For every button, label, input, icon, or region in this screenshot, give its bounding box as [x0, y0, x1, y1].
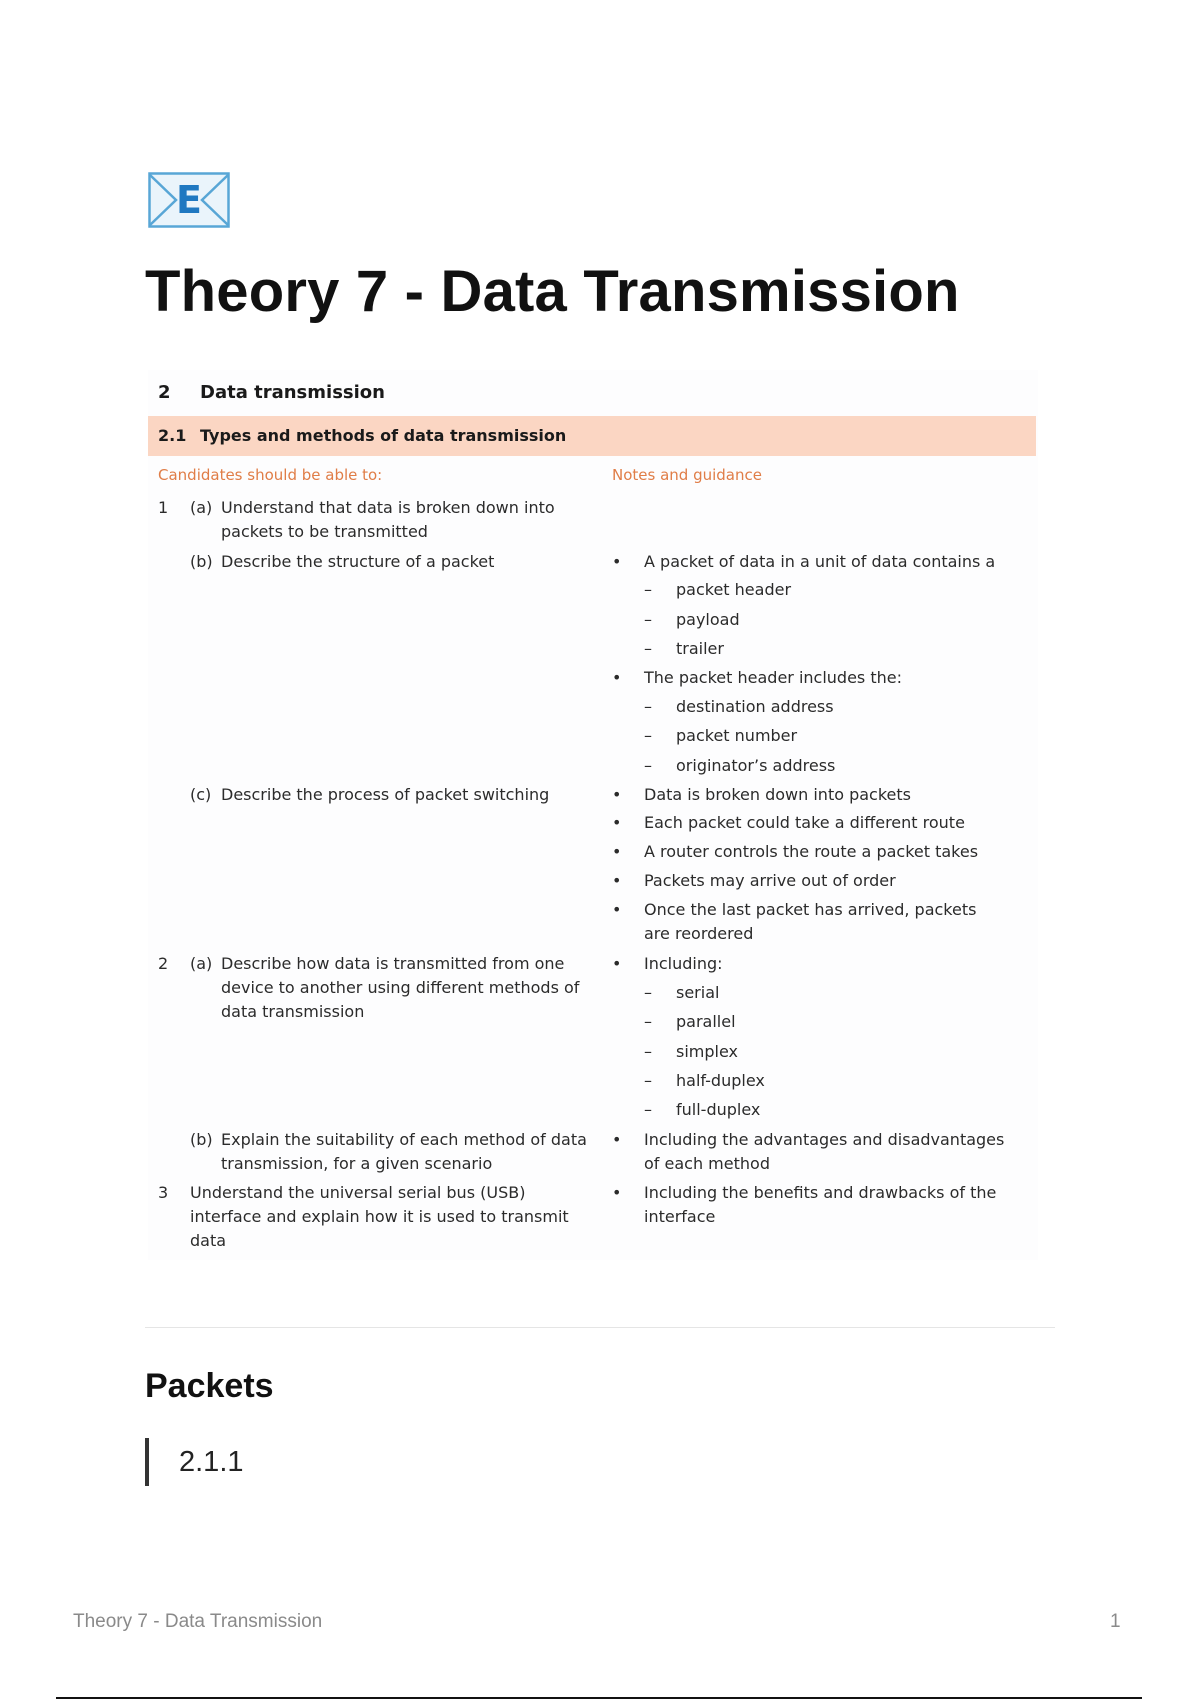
callout-quote: 2.1.1	[145, 1438, 244, 1486]
note-subitem: – half-duplex	[676, 1069, 1056, 1093]
note-subitem: – serial	[676, 981, 1056, 1005]
objective-letter: (a)	[190, 498, 213, 517]
column-heading-right: Notes and guidance	[612, 466, 762, 484]
page-number: 1	[1110, 1611, 1121, 1632]
note-bullet: • Including the benefits and drawbacks of the interface	[644, 1181, 1004, 1229]
note-subitem: – packet number	[676, 724, 1056, 748]
objective-letter: (c)	[190, 785, 212, 804]
objective-number: 1	[158, 498, 169, 517]
objective-text: Describe the process of packet switching	[221, 785, 550, 804]
envelope-e-icon	[148, 172, 230, 228]
objective-text: Understand that data is broken down into packets to be transmitted	[221, 498, 555, 541]
objective-number: 2	[158, 954, 169, 973]
section-number: 2	[158, 382, 171, 403]
objective-1b	[148, 550, 608, 576]
objective-text: Explain the suitability of each method of data transmission, for a given scenario	[221, 1130, 587, 1173]
section-heading: Packets	[145, 1367, 274, 1405]
note-subitem: – full-duplex	[676, 1098, 1056, 1122]
objective-1a	[148, 496, 608, 546]
objective-letter: (b)	[190, 552, 213, 571]
subsection-bar	[148, 416, 1036, 456]
logo-letter: E	[176, 178, 202, 222]
note-subitem: – trailer	[676, 637, 1056, 661]
note-subitem: – destination address	[676, 695, 1056, 719]
note-subitem: – simplex	[676, 1040, 1056, 1064]
objective-letter: (a)	[190, 954, 213, 973]
objective-text: Describe the structure of a packet	[221, 552, 495, 571]
subsection-number: 2.1	[158, 426, 187, 445]
footer-title: Theory 7 - Data Transmission	[73, 1611, 323, 1632]
note-bullet: • A router controls the route a packet takes	[644, 840, 1024, 864]
objective-1c	[148, 783, 608, 809]
objective-text: Describe how data is transmitted from one device to another using different methods of data transmission	[221, 954, 580, 1021]
footer-rule	[56, 1697, 1142, 1699]
subsection-heading	[158, 426, 566, 445]
note-subitem: – parallel	[676, 1010, 1056, 1034]
syllabus-section-heading	[158, 382, 385, 403]
note-bullet: • The packet header includes the:	[644, 666, 1024, 690]
column-heading-left: Candidates should be able to:	[158, 466, 383, 484]
page-title: Theory 7 - Data Transmission	[145, 259, 960, 324]
note-bullet: • Packets may arrive out of order	[644, 869, 1024, 893]
syllabus-excerpt	[148, 370, 1038, 1260]
section-divider	[145, 1327, 1055, 1328]
note-bullet: • A packet of data in a unit of data contains a	[644, 550, 1024, 574]
objective-text: Understand the universal serial bus (USB) interface and explain how it is used to transmit data	[190, 1183, 569, 1250]
objective-3	[148, 1181, 608, 1255]
section-title: Data transmission	[200, 382, 385, 403]
note-bullet: • Including:	[644, 952, 1024, 976]
note-subitem: – originator’s address	[676, 754, 1056, 778]
note-bullet: • Data is broken down into packets	[644, 783, 1024, 807]
objective-2a	[148, 952, 608, 1026]
note-bullet: • Each packet could take a different route	[644, 811, 1024, 835]
note-subitem: – packet header	[676, 578, 1056, 602]
note-subitem: – payload	[676, 608, 1056, 632]
objective-2b	[148, 1128, 608, 1178]
note-bullet: • Once the last packet has arrived, packets are reordered	[644, 898, 1004, 946]
objective-number: 3	[158, 1183, 169, 1202]
objective-letter: (b)	[190, 1130, 213, 1149]
subsection-title: Types and methods of data transmission	[200, 426, 567, 445]
note-bullet: • Including the advantages and disadvantages of each method	[644, 1128, 1014, 1176]
